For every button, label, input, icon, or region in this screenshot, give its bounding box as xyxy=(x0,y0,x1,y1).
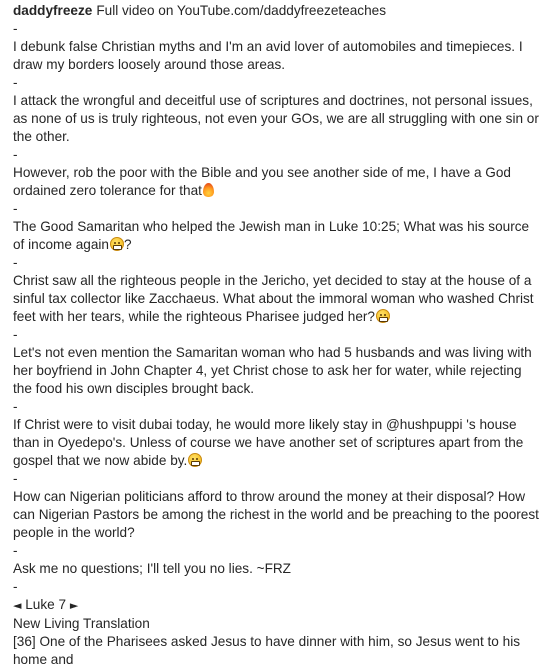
grimacing-face-emoji-icon xyxy=(376,309,390,323)
verse-36: [36] One of the Pharisees asked Jesus to have dinner with him, so Jesus went to his home and xyxy=(13,634,521,667)
dash-separator: - xyxy=(13,579,18,594)
luke-heading-text: Luke 7 xyxy=(25,597,67,612)
dash-separator: - xyxy=(13,21,18,36)
paragraph-7-text: If Christ were to visit dubai today, he would more likely stay in @hushpuppi 's house than in Oyedepo's. Unless of course we have another set of scriptures apart from the gospel that we now abide by. xyxy=(13,417,524,468)
grimacing-face-emoji-icon xyxy=(188,453,202,467)
paragraph-7 xyxy=(13,416,543,470)
paragraph-3-text: However, rob the poor with the Bible and you see another side of me, I have a God ordained zero tolerance for that xyxy=(13,165,511,198)
paragraph-4-text: The Good Samaritan who helped the Jewish man in Luke 10:25; What was his source of income again xyxy=(13,219,530,252)
translation-label: New Living Translation xyxy=(13,616,150,631)
dash-separator: - xyxy=(13,201,18,216)
dash-separator: - xyxy=(13,75,18,90)
dash-separator: - xyxy=(13,471,18,486)
paragraph-4 xyxy=(13,218,543,254)
paragraph-6: Let's not even mention the Samaritan woman who had 5 husbands and was living with her boyfriend in John Chapter 4, yet Christ chose to ask her for water, while rejecting the food his own disciples brought back. xyxy=(13,345,532,396)
dash-separator: - xyxy=(13,327,18,342)
left-arrow-icon: ◄ xyxy=(13,599,22,612)
paragraph-2: I attack the wrongful and deceitful use of scriptures and doctrines, not personal issues, as none of us is truly righteous, not even your GOs, we are all struggling with one sin or the other. xyxy=(13,93,539,144)
paragraph-8: How can Nigerian politicians afford to throw around the money at their disposal? How can Nigerian Pastors be among the richest in the world and be preaching to the poorest people in the world? xyxy=(13,489,539,540)
paragraph-9: Ask me no questions; I'll tell you no lies. ~FRZ xyxy=(13,561,291,576)
paragraph-4-end: ? xyxy=(123,237,132,252)
paragraph-5-text: Christ saw all the righteous people in the Jericho, yet decided to stay at the house of a sinful tax collector like Zacchaeus. What about the immoral woman who washed Christ feet with her tears, while the righteous Pharisee judged her? xyxy=(13,273,534,324)
right-arrow-icon: ► xyxy=(69,599,79,612)
caption-header xyxy=(13,2,543,20)
paragraph-5 xyxy=(13,272,543,326)
dash-separator: - xyxy=(13,147,18,162)
caption-first-line: Full video on YouTube.com/daddyfreezeteaches xyxy=(96,3,387,18)
dash-separator: - xyxy=(13,399,18,414)
fire-emoji-icon xyxy=(203,183,214,197)
username-link[interactable]: daddyfreeze xyxy=(13,3,93,18)
dash-separator: - xyxy=(13,543,18,558)
dash-separator: - xyxy=(13,255,18,270)
luke-heading xyxy=(13,596,543,615)
paragraph-1: I debunk false Christian myths and I'm an avid lover of automobiles and timepieces. I draw my borders loosely around those areas. xyxy=(13,39,523,72)
paragraph-3 xyxy=(13,164,543,200)
grimacing-face-emoji-icon xyxy=(110,237,124,251)
